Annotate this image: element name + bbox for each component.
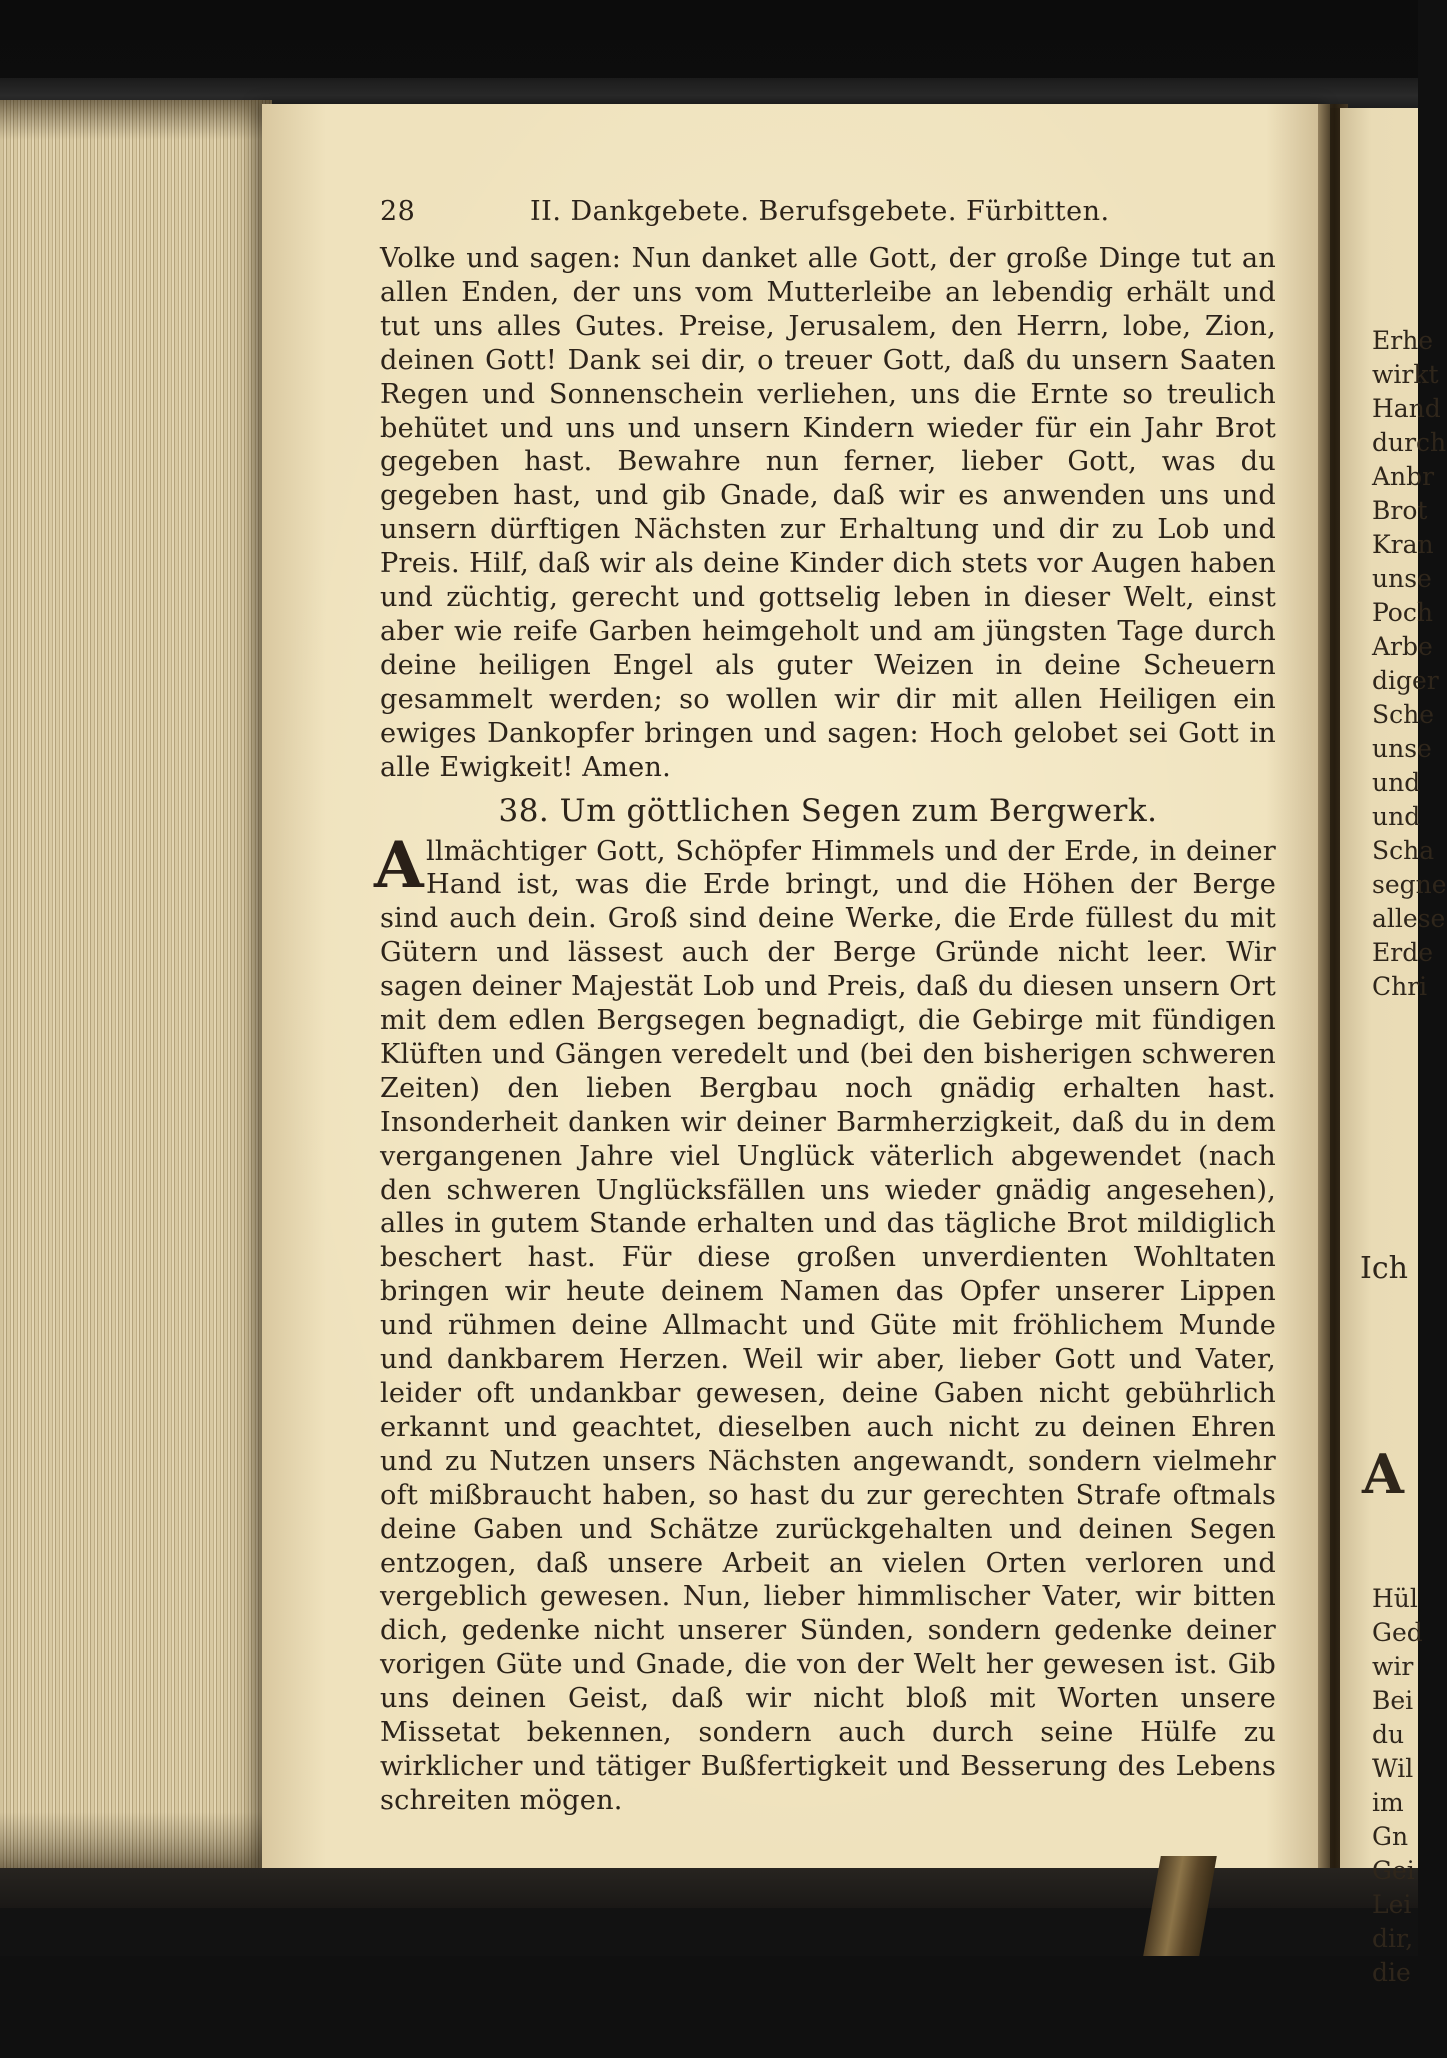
right-page-top-line: segne bbox=[1372, 870, 1447, 899]
right-page-lines-bottom bbox=[1372, 1582, 1447, 1990]
right-page-top-line: Sche bbox=[1372, 700, 1435, 729]
right-page-top-line: durch bbox=[1372, 428, 1447, 457]
right-page-top-line: Erde bbox=[1372, 938, 1433, 967]
intro-paragraph: Volke und sagen: Nun danket alle Gott, der große Dinge tut an allen Enden, der uns vom Mutterleibe an lebendig erhält und tut uns alles Gutes. Preise, Jerusalem, den Herrn, lobe, Zion, deinen Gott! Dank sei dir, o treuer Gott, daß du unsern Saaten Regen und Sonnenschein verliehen, uns die Ernte so treulich behütet und uns und unsern Kindern wieder für ein Jahr Brot gegeben hast. Bewahre nun ferner, lieber Gott, was du gegeben hast, und gib Gnade, daß wir es anwenden uns und unsern dürftigen Nächsten zur Erhaltung und dir zu Lob und Preis. Hilf, daß wir als deine Kinder dich stets vor Augen haben und züchtig, gerecht und gottselig leben in dieser Welt, einst aber wie reife Garben heimgeholt und am jüngsten Tage durch deine heiligen Engel als guter Weizen in deine Scheuern gesammelt werden; so wollen wir dir mit allen Heiligen ein ewiges Dankopfer bringen und sagen: Hoch gelobet sei Gott in alle Ewigkeit! Amen. bbox=[380, 243, 1276, 783]
right-page-text bbox=[1360, 256, 1447, 2058]
right-page-top-line: unse bbox=[1372, 564, 1432, 593]
right-page-bottom-line: im bbox=[1372, 1788, 1404, 1817]
right-page-bottom-line: du bbox=[1372, 1720, 1405, 1749]
right-page-top-line: und bbox=[1372, 802, 1421, 831]
section-body: llmächtiger Gott, Schöpfer Himmels und der Erde, in deiner Hand ist, was die Erde bringt, und die Höhen der Berge sind auch dein. Groß sind deine Werke, die Erde füllest du mit Gütern und lässest auch der Berge Gründe nicht leer. Wir sagen deiner Majestät Lob und Preis, daß du diesen unsern Ort mit dem edlen Bergsegen begnadigt, die Gebirge mit fündigen Klüften und Gängen veredelt und (bei den bisherigen schweren Zeiten) den lieben Bergbau noch gnädig erhalten hast. Insonderheit danken wir deiner Barmherzigkeit, daß du in dem vergangenen Jahre viel Unglück väterlich abgewendet (nach den schweren Unglücksfällen uns wieder gnädig angesehen), alles in gutem Stande erhalten und das tägliche Brot mildiglich beschert hast. Für diese großen unverdienten Wohltaten bringen wir heute deinem Namen das Opfer unserer Lippen und rühmen deine Allmacht und Güte mit fröhlichem Munde und dankbarem Herzen. Weil wir aber, lieber Gott und Vater, leider oft undankbar gewesen, deine Gaben nicht gebührlich erkannt und geachtet, dieselben auch nicht zu deinen Ehren und zu Nutzen unsers Nächsten angewandt, sondern vielmehr oft mißbraucht haben, so hast du zur gerechten Strafe oftmals deine Gaben und Schätze zurückgehalten und deinen Segen entzogen, daß unsere Arbeit an vielen Orten verloren und vergeblich gewesen. Nun, lieber himmlischer Vater, wir bitten dich, gedenke nicht unserer Sünden, sondern gedenke deiner vorigen Güte und Gnade, die von der Welt her gewesen ist. Gib uns deinen Geist, daß wir nicht bloß mit Worten unsere Missetat bekennen, sondern auch durch seine Hülfe zu wirklicher und tätiger Bußfertigkeit und Besserung des Lebens schreiten mögen. bbox=[380, 835, 1276, 1816]
right-page-top-line: Scha bbox=[1372, 836, 1435, 865]
right-page-top-line: Kran bbox=[1372, 530, 1434, 559]
page-text bbox=[374, 196, 1276, 1818]
decorated-initial: A bbox=[374, 827, 424, 903]
right-page-top-line: unse bbox=[1372, 734, 1432, 763]
right-page-top-line: Hand bbox=[1372, 394, 1441, 423]
right-page-bottom-line: Bei bbox=[1372, 1686, 1414, 1715]
right-page-lines-top bbox=[1372, 324, 1447, 1004]
right-page-top-line: allese bbox=[1372, 904, 1446, 933]
right-page-bottom-line: Gei bbox=[1372, 1856, 1415, 1885]
right-page-bottom-line: dir, bbox=[1372, 1924, 1414, 1953]
right-page-heading: Ich bbox=[1360, 1251, 1408, 1286]
right-page-top-line: Brot bbox=[1372, 496, 1428, 525]
right-page-top-line: Erhe bbox=[1372, 326, 1434, 355]
page-stack-edges bbox=[0, 100, 272, 1872]
section-paragraph bbox=[374, 827, 1276, 1818]
right-page-top-line: und bbox=[1372, 768, 1421, 797]
right-page-top-line: Anbr bbox=[1372, 462, 1435, 491]
right-page-bottom-line: wir bbox=[1372, 1652, 1414, 1681]
page-number: 28 bbox=[380, 196, 416, 227]
running-title: II. Dankgebete. Berufsgebete. Fürbitten. bbox=[530, 196, 1110, 227]
right-page-top-line: Arbe bbox=[1372, 632, 1433, 661]
right-page-top-line: wirkt bbox=[1372, 360, 1439, 389]
right-page-bottom-line: die bbox=[1372, 1958, 1411, 1987]
section-title: 38. Um göttlichen Segen zum Bergwerk. bbox=[498, 792, 1158, 829]
right-page-initial: A bbox=[1362, 1442, 1404, 1506]
right-page-bottom-line: Wil bbox=[1372, 1754, 1414, 1783]
right-page-bottom-line: Lei bbox=[1372, 1890, 1412, 1919]
right-page-top-line: Poch bbox=[1372, 598, 1433, 627]
right-page-bottom-line: Ged bbox=[1372, 1618, 1423, 1647]
running-head bbox=[380, 196, 1276, 236]
right-page-bottom-line: Hül bbox=[1372, 1584, 1418, 1613]
right-page-top-line: diger bbox=[1372, 666, 1439, 695]
right-page-bottom-line: Gn bbox=[1372, 1822, 1409, 1851]
right-page-top-line: Chri bbox=[1372, 972, 1428, 1001]
